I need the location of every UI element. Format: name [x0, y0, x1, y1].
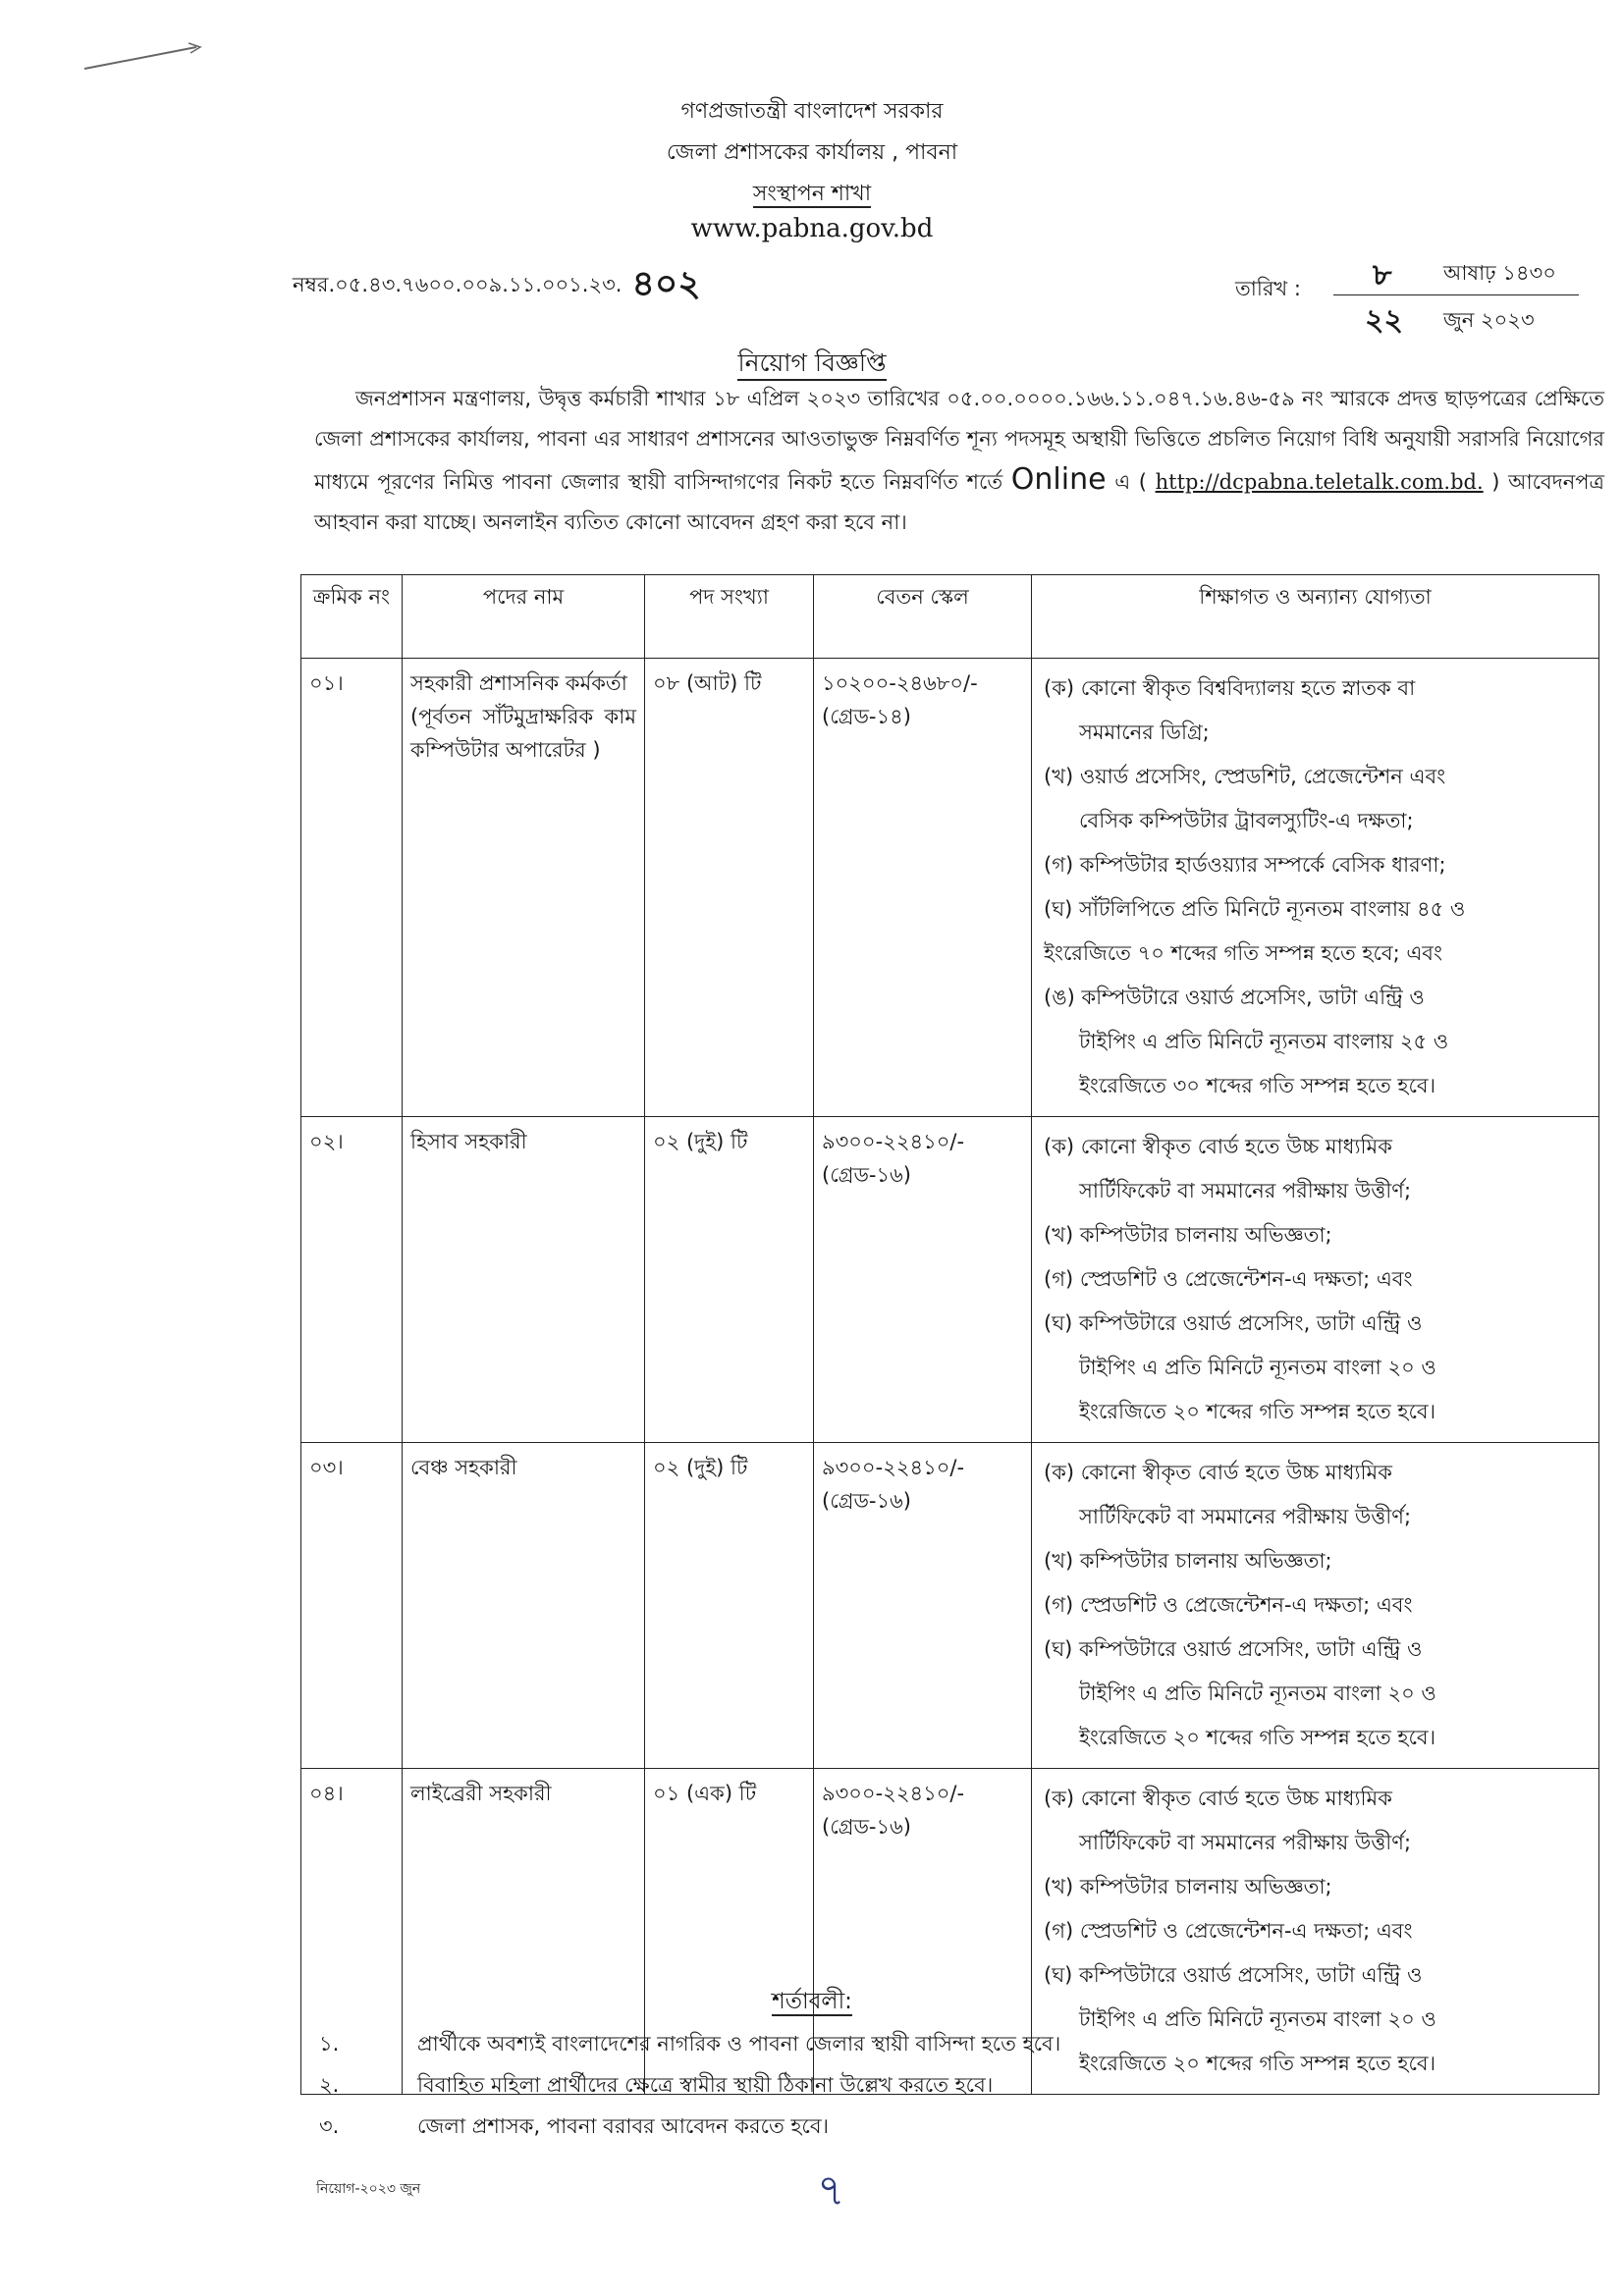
- intro-url[interactable]: http://dcpabna.teletalk.com.bd.: [1155, 470, 1484, 494]
- condition-number: ৩.: [319, 2114, 340, 2138]
- table-row: [301, 1443, 1599, 1769]
- col-header-count: পদ সংখ্যা: [645, 575, 814, 659]
- qualification-item: [1044, 843, 1591, 887]
- post-main: লাইব্রেরী সহকারী: [410, 1782, 552, 1805]
- condition-text: জেলা প্রশাসক, পাবনা বরাবর আবেদন করতে হবে।: [417, 2114, 830, 2138]
- cell-quals: [1032, 1443, 1599, 1769]
- qualification-line: টাইপিং এ প্রতি মিনিটে ন্যূনতম বাংলা ২০ ও: [1079, 2007, 1436, 2031]
- qualification-line: টাইপিং এ প্রতি মিনিটে ন্যূনতম বাংলায় ২৫ ও: [1079, 1030, 1449, 1053]
- conditions-title-text: শর্তাবলী:: [772, 1989, 852, 2014]
- scale-text: ৯৩০০-২২৪১০/-: [822, 1456, 965, 1479]
- website[interactable]: www.pabna.gov.bd: [690, 214, 934, 243]
- qualification-line: সমমানের ডিগ্রি;: [1079, 721, 1210, 744]
- cell-count: [645, 659, 814, 1117]
- col-header-quals: শিক্ষাগত ও অন্যান্য যোগ্যতা: [1032, 575, 1599, 659]
- condition-text: বিবাহিত মহিলা প্রার্থীদের ক্ষেত্রে স্বামীর স্থায়ী ঠিকানা উল্লেখ করতে হবে।: [417, 2073, 994, 2097]
- cell-serial: [301, 1117, 403, 1443]
- page-mark: ৭: [817, 2165, 845, 2216]
- condition-number: ১.: [319, 2032, 340, 2056]
- qualification-item: [1044, 1628, 1591, 1760]
- qualification-line: সার্টিফিকেট বা সমমানের পরীক্ষায় উত্তীর্ণ;: [1079, 1505, 1412, 1528]
- office-name: জেলা প্রশাসকের কার্যালয় , পাবনা: [666, 140, 958, 165]
- condition-item: [319, 2069, 1596, 2104]
- qualification-line: ইংরেজিতে ২০ শব্দের গতি সম্পন্ন হতে হবে।: [1079, 2052, 1436, 2075]
- table-header-row: [301, 575, 1599, 659]
- cell-scale: [814, 1117, 1032, 1443]
- date-block: [1235, 251, 1589, 340]
- post-main: সহকারী প্রশাসনিক কর্মকর্তা: [410, 671, 627, 695]
- qualification-line: (গ) স্প্রেডশিট ও প্রেজেন্টেশন-এ দক্ষতা; এবং: [1044, 1267, 1413, 1291]
- date-label: তারিখ :: [1235, 277, 1301, 300]
- col-header-scale: বেতন স্কেল: [814, 575, 1032, 659]
- cell-post: [403, 659, 645, 1117]
- cell-post: [403, 1443, 645, 1769]
- cell-quals: [1032, 659, 1599, 1117]
- cell-scale: [814, 659, 1032, 1117]
- memo-number-text: নম্বর.০৫.৪৩.৭৬০০.০০৯.১১.০০১.২৩.: [293, 273, 623, 296]
- memo-handwritten-number: ৪০২: [631, 263, 701, 304]
- qualification-line: সার্টিফিকেট বা সমমানের পরীক্ষায় উত্তীর্ণ;: [1079, 1831, 1412, 1854]
- qualification-item: [1044, 1451, 1591, 1539]
- cell-serial: [301, 1443, 403, 1769]
- qualification-line: বেসিক কম্পিউটার ট্রাবলস্যুটিং-এ দক্ষতা;: [1079, 809, 1414, 832]
- serial-text: ০৩।: [309, 1456, 344, 1479]
- qualification-item: [1044, 1583, 1591, 1628]
- qualification-line: (ঘ) কম্পিউটারে ওয়ার্ড প্রসেসিং, ডাটা এন্ট্রি ও: [1044, 1637, 1423, 1661]
- qualification-line: সার্টিফিকেট বা সমমানের পরীক্ষায় উত্তীর্ণ;: [1079, 1179, 1412, 1202]
- qualification-line: ইংরেজিতে ৩০ শব্দের গতি সম্পন্ন হতে হবে।: [1079, 1074, 1436, 1097]
- date-bangla-day: ৮: [1373, 258, 1392, 293]
- grade-text: (গ্রেড-১৬): [822, 1489, 911, 1513]
- qualification-item: [1044, 976, 1591, 1108]
- cell-post: [403, 1117, 645, 1443]
- branch-name-text: সংস্থাপন শাখা: [752, 182, 872, 206]
- govt-name: গণপ্রজাতন্ত্রী বাংলাদেশ সরকার: [680, 99, 944, 124]
- condition-number: ২.: [319, 2073, 340, 2097]
- qualification-line: (ঘ) কম্পিউটারে ওয়ার্ড প্রসেসিং, ডাটা এন্ট্রি ও: [1044, 1311, 1423, 1335]
- date-eng-day: ২২: [1365, 303, 1404, 338]
- conditions-title: [0, 1983, 1624, 2021]
- post-sub: (পূর্বতন সাঁটমুদ্রাক্ষরিক কাম কম্পিউটার অপারেটর ): [410, 705, 636, 762]
- memo-number: [293, 253, 701, 312]
- cell-serial: [301, 659, 403, 1117]
- qualification-line: (খ) কম্পিউটার চালনায় অভিজ্ঞতা;: [1044, 1875, 1332, 1898]
- qualification-line: ইংরেজিতে ২০ শব্দের গতি সম্পন্ন হতে হবে।: [1079, 1726, 1436, 1749]
- footer-note: নিয়োগ-২০২৩ জুন: [316, 2181, 421, 2197]
- qualification-item: [1044, 1213, 1591, 1257]
- date-divider: [1333, 294, 1579, 295]
- date-eng-month: জুন ২০২৩: [1443, 308, 1535, 332]
- qualification-line: (খ) কম্পিউটার চালনায় অভিজ্ঞতা;: [1044, 1223, 1332, 1247]
- serial-text: ০৪।: [309, 1782, 344, 1805]
- count-text: ০১ (এক) টি: [653, 1782, 757, 1805]
- count-text: ০২ (দুই) টি: [653, 1130, 748, 1153]
- qualification-item: [1044, 1302, 1591, 1434]
- qualification-line: (ক) কোনো স্বীকৃত বিশ্ববিদ্যালয় হতে স্নাতক বা: [1044, 676, 1416, 700]
- qualification-line: (গ) কম্পিউটার হার্ডওয়্যার সম্পর্কে বেসিক ধারণা;: [1044, 853, 1446, 877]
- qualification-item: [1044, 1909, 1591, 1953]
- table-row: [301, 1117, 1599, 1443]
- serial-text: ০২।: [309, 1130, 344, 1153]
- qualification-line: (খ) ওয়ার্ড প্রসেসিং, স্প্রেডশিট, প্রেজেন্টেশন এবং: [1044, 765, 1446, 788]
- condition-text: প্রার্থীকে অবশ্যই বাংলাদেশের নাগরিক ও পাবনা জেলার স্থায়ী বাসিন্দা হতে হবে।: [417, 2032, 1061, 2056]
- cell-count: [645, 1117, 814, 1443]
- scale-text: ৯৩০০-২২৪১০/-: [822, 1782, 965, 1805]
- condition-item: [319, 2028, 1596, 2062]
- intro-text-2: এ (: [1114, 470, 1147, 494]
- grade-text: (গ্রেড-১৬): [822, 1815, 911, 1839]
- qualification-line: (ঘ) সাঁটলিপিতে প্রতি মিনিটে ন্যূনতম বাংলায় ৪৫ ও: [1044, 897, 1466, 921]
- col-header-post: পদের নাম: [403, 575, 645, 659]
- branch-name: [0, 177, 1624, 213]
- serial-text: ০১।: [309, 671, 344, 695]
- qualification-item: [1044, 1865, 1591, 1909]
- qualification-line: ইংরেজিতে ২০ শব্দের গতি সম্পন্ন হতে হবে।: [1079, 1400, 1436, 1423]
- post-main: হিসাব সহকারী: [410, 1130, 527, 1153]
- qualification-line: (গ) স্প্রেডশিট ও প্রেজেন্টেশন-এ দক্ষতা; এবং: [1044, 1919, 1413, 1943]
- intro-paragraph: [314, 379, 1604, 543]
- qualification-item: [1044, 1257, 1591, 1302]
- cell-scale: [814, 1443, 1032, 1769]
- qualification-line: টাইপিং এ প্রতি মিনিটে ন্যূনতম বাংলা ২০ ও: [1079, 1682, 1436, 1705]
- posts-table: [300, 574, 1599, 2095]
- scale-text: ৯৩০০-২২৪১০/-: [822, 1130, 965, 1153]
- count-text: ০২ (দুই) টি: [653, 1456, 748, 1479]
- qualification-line: (ক) কোনো স্বীকৃত বোর্ড হতে উচ্চ মাধ্যমিক: [1044, 1461, 1392, 1484]
- notice-title-text: নিয়োগ বিজ্ঞপ্তি: [737, 348, 886, 381]
- qualification-line: (ঙ) কম্পিউটারে ওয়ার্ড প্রসেসিং, ডাটা এন্ট্রি ও: [1044, 986, 1425, 1009]
- qualification-item: [1044, 1125, 1591, 1213]
- col-header-serial: ক্রমিক নং: [301, 575, 403, 659]
- qualification-line: (গ) স্প্রেডশিট ও প্রেজেন্টেশন-এ দক্ষতা; এবং: [1044, 1593, 1413, 1617]
- scale-text: ১০২০০-২৪৬৮০/-: [822, 671, 978, 695]
- intro-online: Online: [1010, 462, 1107, 497]
- intro-text-3: ) আবেদনপত্র আহবান করা যাচ্ছে। অনলাইন ব্যতিত কোনো আবেদন গ্রহণ করা হবে না।: [314, 470, 1604, 534]
- qualification-line: (ক) কোনো স্বীকৃত বোর্ড হতে উচ্চ মাধ্যমিক: [1044, 1787, 1392, 1810]
- qualification-line: (খ) কম্পিউটার চালনায় অভিজ্ঞতা;: [1044, 1549, 1332, 1573]
- qualification-item: [1044, 887, 1591, 976]
- date-bangla-month: আষাঢ় ১৪৩০: [1443, 261, 1556, 285]
- grade-text: (গ্রেড-১৬): [822, 1163, 911, 1187]
- count-text: ০৮ (আট) টি: [653, 671, 762, 695]
- qualification-item: [1044, 1777, 1591, 1865]
- table-row: [301, 659, 1599, 1117]
- cell-quals: [1032, 1117, 1599, 1443]
- qualification-line: ইংরেজিতে ৭০ শব্দের গতি সম্পন্ন হতে হবে; এবং: [1044, 941, 1443, 965]
- qualification-item: [1044, 1539, 1591, 1583]
- qualification-line: (ক) কোনো স্বীকৃত বোর্ড হতে উচ্চ মাধ্যমিক: [1044, 1135, 1392, 1158]
- qualification-item: [1044, 755, 1591, 843]
- qualification-item: [1044, 667, 1591, 755]
- post-main: বেঞ্চ সহকারী: [410, 1456, 517, 1479]
- intro-text-1: জনপ্রশাসন মন্ত্রণালয়, উদ্বৃত্ত কর্মচারী শাখার ১৮ এপ্রিল ২০২৩ তারিখের ০৫.০০.০০০০.১৬৬.১১.০৪৭.১৬.৪৬-৫৯ নং স্মারকে প্রদত্ত ছাড়পত্রের প্রেক্ষিতে জেলা প্রশাসকের কার্যালয়, পাবনা এর সাধারণ প্রশাসনের আওতাভুক্ত নিম্নবর্ণিত শূন্য পদসমূহ অস্থায়ী ভিত্তিতে প্রচলিত নিয়োগ বিধি অনুযায়ী সরাসরি নিয়োগের মাধ্যমে পূরণের নিমিত্ত পাবনা জেলার স্থায়ী বাসিন্দাগণের নিকট হতে নিম্নবর্ণিত শর্তে: [314, 387, 1604, 494]
- qualification-line: (ঘ) কম্পিউটারে ওয়ার্ড প্রসেসিং, ডাটা এন্ট্রি ও: [1044, 1963, 1423, 1987]
- grade-text: (গ্রেড-১৪): [822, 705, 911, 728]
- pen-stroke-mark: [79, 39, 206, 79]
- qualification-line: টাইপিং এ প্রতি মিনিটে ন্যূনতম বাংলা ২০ ও: [1079, 1356, 1436, 1379]
- cell-count: [645, 1443, 814, 1769]
- condition-item: [319, 2110, 1596, 2145]
